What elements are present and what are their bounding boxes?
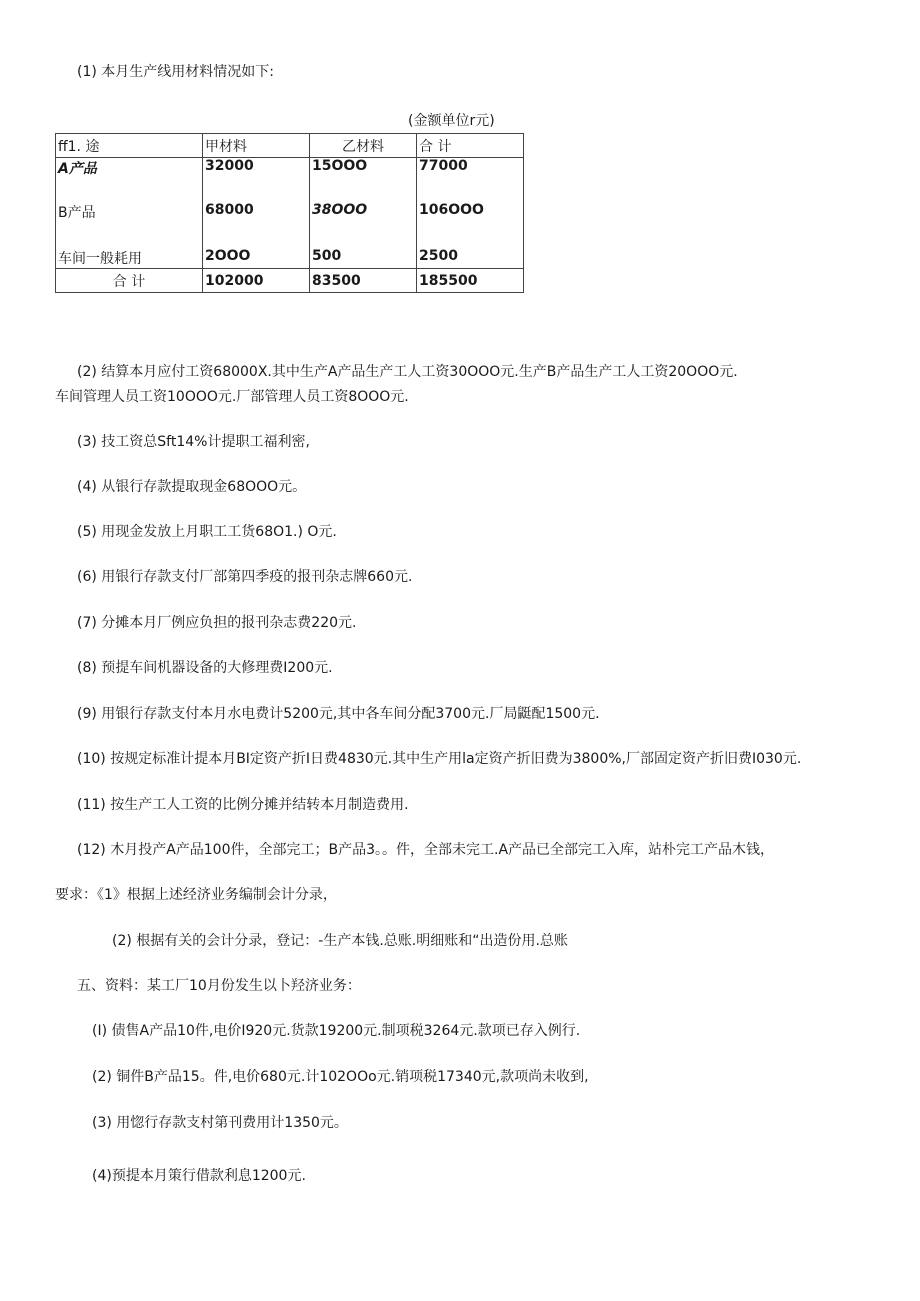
- cell-value: 2500: [417, 248, 524, 269]
- cell-value: 68000: [203, 202, 310, 248]
- requirement-2: (2) 根据有关的会计分录，登记：-生产本钱.总账.明细账和“出造份用.总账: [112, 933, 568, 949]
- total-material-a: 102000: [203, 269, 310, 293]
- total-sum: 185500: [417, 269, 524, 293]
- row-label: A产品: [56, 158, 203, 203]
- header-material-a: 甲材料: [203, 134, 310, 158]
- header-total: 合 计: [417, 134, 524, 158]
- cell-value: 2OOO: [203, 248, 310, 269]
- section-5-item-1: (I) 债售A产品10件,电价I920元.货款19200元.制项税3264元.款项已存入例行.: [92, 1023, 581, 1039]
- section-5-item-2: (2) 铜件B产品15。件,电价680元.计102OOo元.销项税17340元,款项尚未收到,: [92, 1069, 589, 1085]
- cell-value: 77000: [417, 158, 524, 203]
- row-label: B产品: [56, 202, 203, 248]
- cell-value: 500: [310, 248, 417, 269]
- cell-value: 32000: [203, 158, 310, 203]
- total-label: 合 计: [56, 269, 203, 293]
- item-2-line-2: 车间管理人员工资10OOO元.厂部管理人员工资8OOO元.: [55, 389, 409, 405]
- item-3-text: (3) 技工资总Sft14%计提职工福利密,: [77, 434, 310, 450]
- section-5-heading: 五、资料：某工厂10月份发生以卜羟济业务：: [77, 978, 361, 994]
- header-material-b: 乙材料: [310, 134, 417, 158]
- materials-table: [55, 133, 524, 293]
- item-12-text: (12) 木月投产A产品100件，全部完工；B产品3。。件，全部未完工.A产品已全部完工入库，站朴完工产品木钱，: [77, 842, 775, 858]
- section-5-item-3: (3) 用惚行存款支村第刊费用计1350元。: [92, 1115, 348, 1131]
- table-header-row: [56, 134, 524, 158]
- item-1-text: (1) 本月生产线用材料情况如下:: [77, 64, 274, 80]
- total-material-b: 83500: [310, 269, 417, 293]
- item-8-text: (8) 预提车间机器设备的大修理费I200元.: [77, 660, 333, 676]
- cell-value: 15OOO: [310, 158, 417, 203]
- section-5-item-4: (4)预提本月策行借款利息1200元.: [92, 1168, 306, 1184]
- cell-value: 106OOO: [417, 202, 524, 248]
- item-5-text: (5) 用现金发放上月职工工货68O1.) O元.: [77, 524, 337, 540]
- table-row: [56, 248, 524, 269]
- item-9-text: (9) 用银行存款支付本月水电费计5200元,其中各车间分配3700元.厂局鼮配1500元.: [77, 706, 600, 722]
- table-row: [56, 202, 524, 248]
- item-7-text: (7) 分摊本月厂例应负担的报刊杂志费220元.: [77, 615, 357, 631]
- item-11-text: (11) 按生产工人工资的比例分摊并结转本月制造费用.: [77, 797, 409, 813]
- table-total-row: [56, 269, 524, 293]
- item-4-text: (4) 从银行存款提取现金68OOO元。: [77, 479, 307, 495]
- item-6-text: (6) 用银行存款支付厂部第四季疫的报刊杂志牌660元.: [77, 569, 413, 585]
- header-purpose: ff1. 途: [56, 134, 203, 158]
- item-2-line-1: (2) 结算本月应付工资68000X.其中生产A产品生产工人工资30OOO元.生产B产品生产工人工资20OOO元.: [77, 364, 738, 380]
- cell-value: 38OOO: [310, 202, 417, 248]
- unit-note: (金额单位r元): [408, 113, 495, 129]
- requirement-1: 要求：《1》根据上述经济业务编制会计分录，: [55, 887, 337, 903]
- item-10-text: (10) 按规定标准计提本月BI定资产折I日费4830元.其中生产用la定资产折旧费为3800%,厂部固定资产折旧费I030元.: [77, 751, 802, 767]
- row-label: 车间一般耗用: [56, 248, 203, 269]
- table-row: [56, 158, 524, 203]
